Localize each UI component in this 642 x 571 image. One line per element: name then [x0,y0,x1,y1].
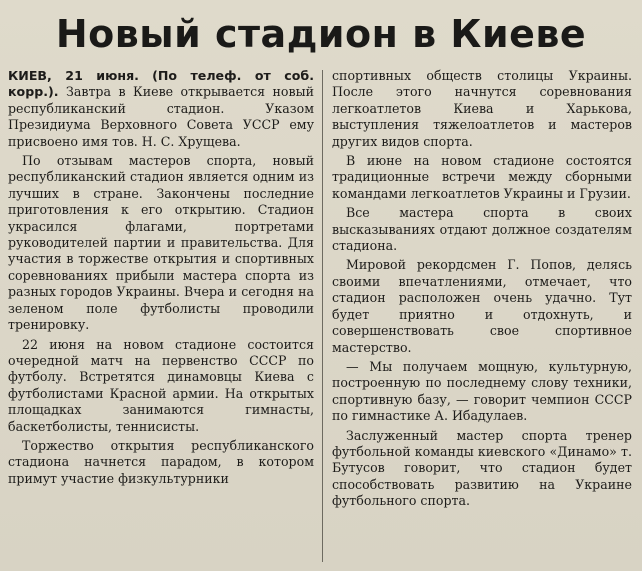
dateline: КИЕВ, 21 июня. [8,68,139,83]
paragraph: В июне на новом стадионе состоятся традиционные встречи между сборными командами легкоатлетов Украины и Грузии. [332,153,632,201]
paragraph: По отзывам мастеров спорта, новый республиканский стадион является одним из лучших в стране. Закончены последние приготовления к его открытию. Стадион украсился флагами, портретами руководителей партии и правительства. Для участия в торжестве открытия и спортивных соревнованиях прибыли мастера спорта из разных городов Украины. Вчера и сегодня на зеленом поле футболисты проводили тренировку. [8,153,314,333]
paragraph: — Мы получаем мощную, культурную, построенную по последнему слову техники, спортивную базу, — говорит чемпион СССР по гимнастике А. Ибадулаев. [332,358,632,424]
right-column [332,68,632,513]
left-column [8,68,314,490]
paragraph: 22 июня на новом стадионе состоится очередной матч на первенство СССР по футболу. Встретятся динамовцы Киева с футболистами Красной армии. На открытых площадках занимаются гимнасты, баскетболисты, теннисисты. [8,336,314,434]
paragraph-continuation: спортивных обществ столицы Украины. После этого начнутся соревнования легкоатлетов Киева и Харькова, выступления тяжелоатлетов и мастеров других видов спорта. [332,68,632,149]
article-headline: Новый стадион в Киеве [55,12,587,56]
byline: (По телеф. от соб. корр.). [8,68,314,100]
paragraph: Все мастера спорта в своих высказываниях отдают должное создателям стадиона. [332,205,632,254]
paragraph: Мировой рекордсмен Г. Попов, делясь своими впечатлениями, отмечает, что стадион расположен очень удачно. Тут будет приятно и отдохнуть, и совершенствовать свое спортивное мастерство. [332,257,632,355]
paragraph: Торжество открытия республиканского стадиона начнется парадом, в котором примут участие физкультурники [8,437,314,486]
lead-paragraph [8,68,314,150]
paragraph: Заслуженный мастер спорта тренер футбольной команды киевского «Динамо» т. Бутусов говорит, что стадион будет способствовать развитию на Украине футбольного спорта. [332,427,632,509]
column-divider [322,70,323,562]
lead-text: Завтра в Киеве открывается новый республиканский стадион. Указом Президиума Верховного Совета УССР ему присвоено имя тов. Н. С. Хрущева. [8,84,314,149]
